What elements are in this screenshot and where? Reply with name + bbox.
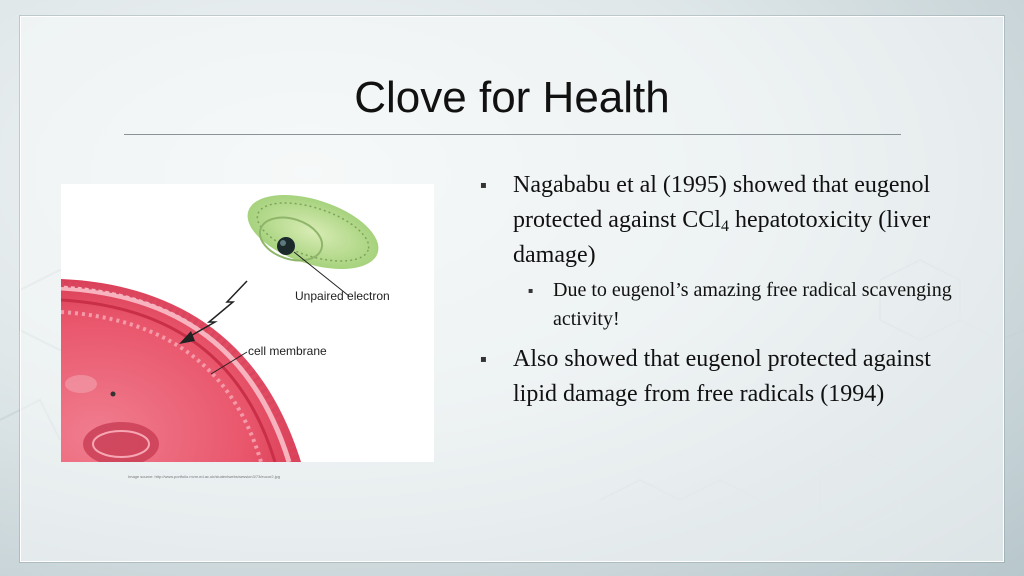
- image-source-caption: Image source: http://www.portfolio.mvm.ed.ac.uk/studentwebs/session3/73/eucor2.jpg: [128, 474, 281, 479]
- square-bullet-icon: ▪: [480, 180, 487, 191]
- bullet-list: [480, 168, 960, 415]
- square-bullet-icon: ▪: [480, 354, 487, 365]
- square-bullet-icon: ▪: [528, 286, 534, 295]
- sub-bullet-text: Due to eugenol’s amazing free radical scavenging activity!: [553, 279, 952, 330]
- bullet-item: [480, 168, 960, 273]
- cell-membrane-label: cell membrane: [248, 344, 327, 358]
- cell-membrane-illustration: [61, 184, 434, 462]
- title-divider: [124, 134, 901, 135]
- unpaired-electron-label: Unpaired electron: [295, 289, 390, 303]
- bullet-item: [480, 342, 960, 412]
- slide-title: Clove for Health: [354, 73, 670, 122]
- bullet-text-tail: hepatotoxicity (liver damage): [513, 207, 931, 268]
- bullet-text: Nagababu et al (1995) showed that eugenol protected against CCl: [513, 172, 931, 233]
- bullet-text: Also showed that eugenol protected against lipid damage from free radicals (1994): [513, 346, 931, 407]
- sub-bullet-item: [528, 276, 960, 334]
- subscript: 4: [720, 218, 729, 235]
